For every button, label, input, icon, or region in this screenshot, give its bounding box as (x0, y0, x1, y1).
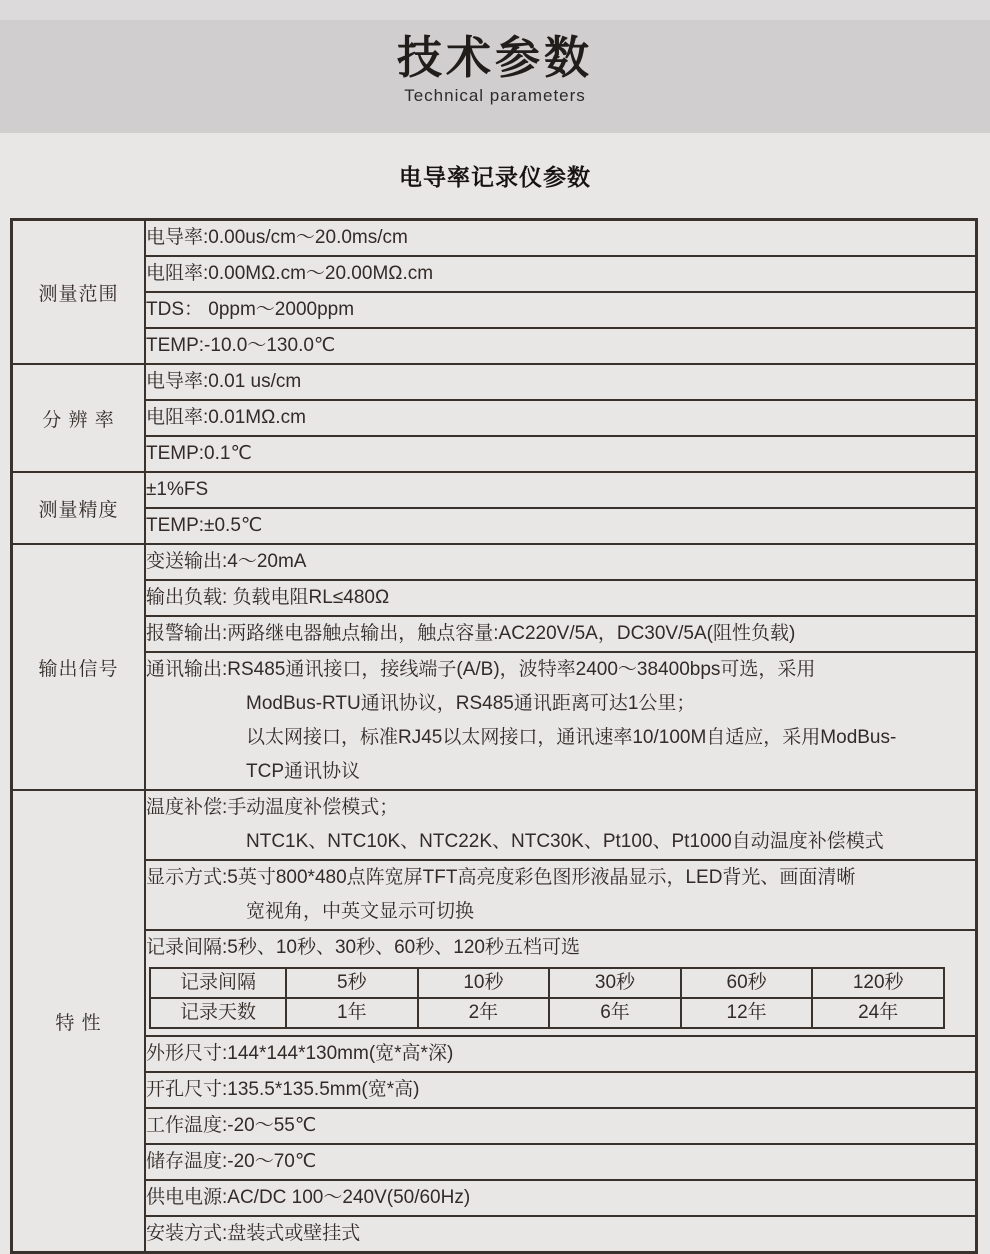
table-row (12, 580, 977, 616)
spec-line: ModBus-RTU通讯协议，RS485通讯距离可达1公里； (246, 693, 696, 714)
spec-line: TEMP:-10.0～130.0℃ (146, 335, 336, 356)
spec-line: 外形尺寸:144*144*130mm(宽*高*深) (146, 1043, 454, 1064)
spec-value-cell (145, 1108, 977, 1144)
spec-line: TCP通讯协议 (246, 761, 361, 782)
spec-value-cell (145, 436, 977, 472)
spec-value-cell-temp-compensation (145, 790, 977, 860)
table-row (12, 400, 977, 436)
table-row (12, 1144, 977, 1180)
table-row (12, 328, 977, 364)
table-row (12, 790, 977, 860)
page-title: 技术参数 (396, 32, 593, 83)
spec-line: 以太网接口，标准RJ45以太网接口，通讯速率10/100M自适应，采用ModBus- (246, 727, 897, 748)
spec-line: 温度补偿:手动温度补偿模式； (146, 797, 399, 818)
record-table-cell: 5秒 (286, 968, 418, 998)
table-row (12, 220, 977, 257)
spec-value-cell (145, 1072, 977, 1108)
spec-line: 电阻率:0.00MΩ.cm～20.00MΩ.cm (146, 263, 434, 284)
spec-line: ±1%FS (146, 479, 209, 500)
spec-line: 输出负载: 负载电阻RL≤480Ω (146, 587, 390, 608)
table-row (12, 616, 977, 652)
spec-value-cell (145, 616, 977, 652)
record-table-cell: 120秒 (812, 968, 944, 998)
table-row (12, 436, 977, 472)
spec-line: 通讯输出:RS485通讯接口，接线端子(A/B)，波特率2400～38400bps可选，采用 (146, 659, 816, 680)
table-row (12, 544, 977, 580)
record-table-row (150, 968, 944, 998)
table-row (12, 472, 977, 508)
record-table-cell: 24年 (812, 998, 944, 1028)
spec-line: TDS： 0ppm～2000ppm (146, 299, 355, 320)
table-row (12, 1036, 977, 1072)
record-table-cell: 记录天数 (150, 998, 286, 1028)
spec-value-cell (145, 1144, 977, 1180)
spec-value-cell-display-mode (145, 860, 977, 930)
table-row (12, 292, 977, 328)
table-row (12, 508, 977, 544)
table-row (12, 860, 977, 930)
spec-value-cell-record-interval (145, 930, 977, 1036)
row-group-label-accuracy: 测量精度 (12, 472, 146, 544)
table-row (12, 364, 977, 400)
table-row (12, 1216, 977, 1253)
spec-value-cell (145, 292, 977, 328)
record-interval-table (149, 967, 945, 1029)
table-row (12, 1072, 977, 1108)
record-table-cell: 6年 (549, 998, 681, 1028)
table-row (12, 1108, 977, 1144)
row-group-label-features: 特 性 (12, 790, 146, 1253)
spec-value-cell-comm-output (145, 652, 977, 790)
spec-value-cell (145, 220, 977, 257)
spec-line: 开孔尺寸:135.5*135.5mm(宽*高) (146, 1079, 420, 1100)
page-header-banner (0, 20, 990, 133)
row-group-label-measuring-range: 测量范围 (12, 220, 146, 365)
spec-value-cell (145, 544, 977, 580)
record-table-cell: 30秒 (549, 968, 681, 998)
record-table-cell: 记录间隔 (150, 968, 286, 998)
table-row (12, 930, 977, 1036)
row-group-label-resolution: 分 辨 率 (12, 364, 146, 472)
spec-line: TEMP:0.1℃ (146, 443, 252, 464)
record-table-cell: 60秒 (681, 968, 813, 998)
spec-line: 安装方式:盘装式或壁挂式 (146, 1223, 361, 1244)
record-table-cell: 1年 (286, 998, 418, 1028)
spec-table (10, 218, 978, 1254)
table-row (12, 652, 977, 790)
top-strip (0, 0, 990, 20)
table-row (12, 1180, 977, 1216)
spec-line: 工作温度:-20～55℃ (146, 1115, 317, 1136)
spec-value-cell (145, 256, 977, 292)
spec-line: 储存温度:-20～70℃ (146, 1151, 317, 1172)
table-row (12, 256, 977, 292)
spec-line: 报警输出:两路继电器触点输出，触点容量:AC220V/5A，DC30V/5A(阻性负载) (146, 623, 796, 644)
spec-value-cell (145, 328, 977, 364)
spec-line: 电导率:0.00us/cm～20.0ms/cm (146, 227, 408, 248)
spec-value-cell (145, 1216, 977, 1253)
spec-line: 电阻率:0.01MΩ.cm (146, 407, 306, 428)
spec-value-cell (145, 364, 977, 400)
doc-section-title: 电导率记录仪参数 (399, 164, 591, 190)
spec-line: 变送输出:4～20mA (146, 551, 307, 572)
spec-value-cell (145, 1180, 977, 1216)
spec-value-cell (145, 400, 977, 436)
spec-value-cell (145, 1036, 977, 1072)
record-table-row (150, 998, 944, 1028)
record-table-cell: 2年 (418, 998, 550, 1028)
spec-value-cell (145, 472, 977, 508)
spec-line: 宽视角，中英文显示可切换 (246, 901, 475, 922)
spec-line: TEMP:±0.5℃ (146, 515, 263, 536)
record-table-cell: 10秒 (418, 968, 550, 998)
row-group-label-output-signal: 输出信号 (12, 544, 146, 790)
spec-line: 记录间隔:5秒、10秒、30秒、60秒、120秒五档可选 (146, 937, 580, 958)
spec-line: NTC1K、NTC10K、NTC22K、NTC30K、Pt100、Pt1000自动温度补偿模式 (246, 831, 884, 852)
page-subtitle: Technical parameters (404, 86, 586, 105)
spec-value-cell (145, 580, 977, 616)
spec-value-cell (145, 508, 977, 544)
spec-line: 供电电源:AC/DC 100～240V(50/60Hz) (146, 1187, 471, 1208)
spec-line: 电导率:0.01 us/cm (146, 371, 302, 392)
record-table-cell: 12年 (681, 998, 813, 1028)
spec-line: 显示方式:5英寸800*480点阵宽屏TFT高亮度彩色图形液晶显示，LED背光、画面清晰 (146, 867, 856, 888)
